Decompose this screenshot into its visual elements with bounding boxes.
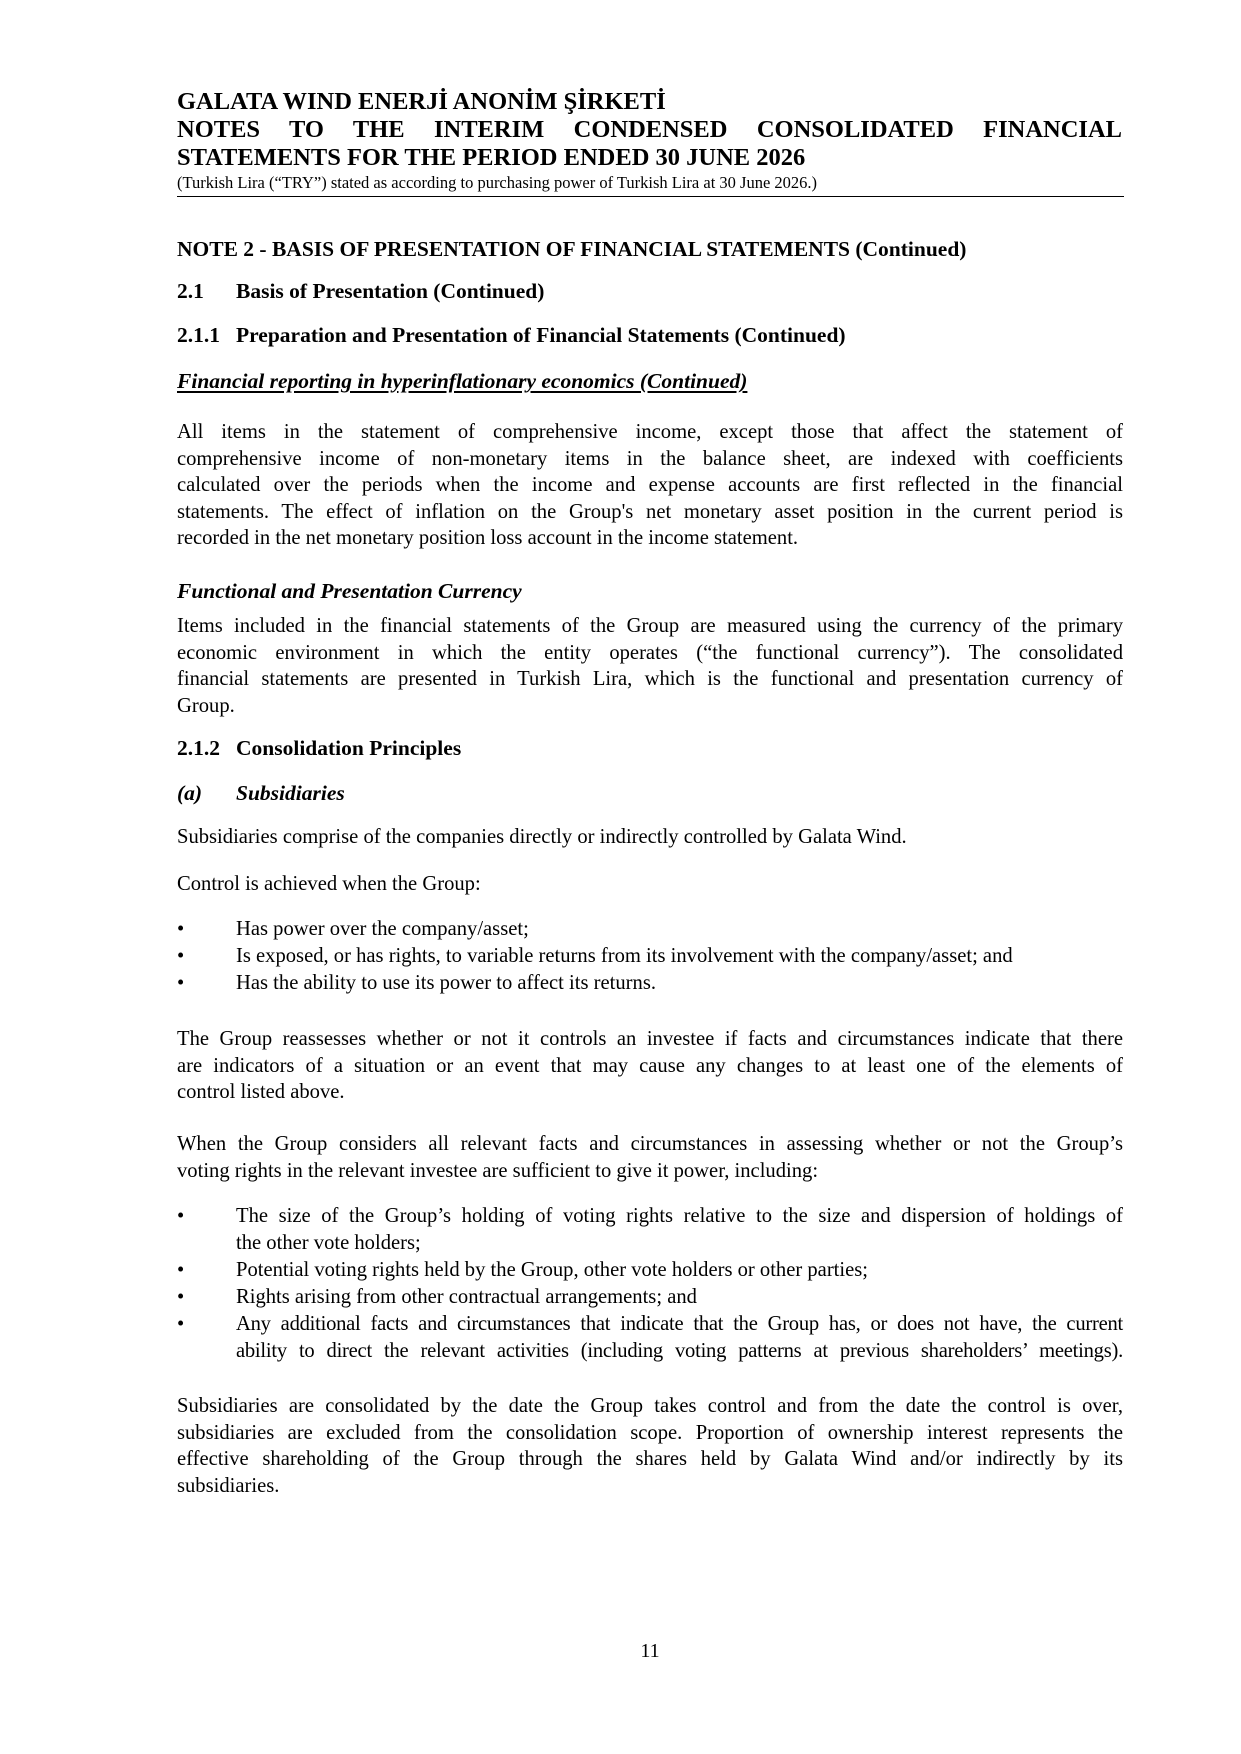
paragraph-line: comprehensive income of non-monetary items in the balance sheet, are indexed with coefficients [177,447,1123,470]
note-heading: NOTE 2 - BASIS OF PRESENTATION OF FINANCIAL STATEMENTS (Continued) [177,237,967,261]
section-2-1-heading [177,278,1123,304]
consolidated-paragraph [177,1393,1123,1499]
paragraph-line: Subsidiaries comprise of the companies directly or indirectly controlled by Galata Wind. [177,826,907,848]
paragraph-line: financial statements are presented in Turkish Lira, which is the functional and presentation currency of [177,668,1123,690]
bullet: • [177,945,185,967]
hyperinflation-heading [177,368,1123,394]
paragraph-line: Control is achieved when the Group: [177,873,481,895]
bullet: • [177,918,185,940]
list-item-text: The size of the Group’s holding of voting rights relative to the size and dispersion of holdings of [236,1205,1123,1227]
company-name: GALATA WIND ENERJİ ANONİM ŞİRKETİ [177,88,666,115]
paragraph-line: voting rights in the relevant investee are sufficient to give it power, including: [177,1159,819,1182]
list-item [177,970,1123,997]
list-item-text: Any additional facts and circumstances that indicate that the Group has, or does not have, the current [236,1313,1123,1335]
paragraph-line: subsidiaries are excluded from the consolidation scope. Proportion of ownership interest represents the [177,1421,1123,1444]
section-number: 2.1 [177,279,204,303]
paragraph-line: statements. The effect of inflation on the Group's net monetary asset position in the current period is [177,500,1123,523]
list-item-text: Has the ability to use its power to affect its returns. [236,972,656,994]
paragraph-line: are indicators of a situation or an event that may cause any changes to at least one of the elements of [177,1054,1123,1077]
paragraph-line: subsidiaries. [177,1474,280,1497]
paragraph-line: When the Group considers all relevant facts and circumstances in assessing whether or not the Group’s [177,1133,1123,1155]
bullet: • [177,1205,185,1227]
header-divider [177,196,1124,197]
list-item [177,1311,1123,1365]
considers-paragraph [177,1131,1123,1184]
bullet: • [177,1313,184,1335]
functional-currency-paragraph [177,613,1123,719]
header-subtitle: (Turkish Lira (“TRY”) stated as according to purchasing power of Turkish Lira at 30 June 2026.) [177,173,818,192]
paragraph-line: control listed above. [177,1081,345,1103]
hyperinflation-paragraph [177,419,1123,552]
subsidiaries-label: (a) [177,781,203,805]
section-2-1-2-heading [177,735,1123,761]
list-item [177,916,1123,943]
list-item-text: Potential voting rights held by the Group, other vote holders or other parties; [236,1259,868,1281]
paragraph-line: recorded in the net monetary position loss account in the income statement. [177,527,799,549]
section-title: Basis of Presentation (Continued) [236,279,545,303]
bullet: • [177,1259,185,1281]
power-bullet-list [177,1203,1123,1365]
paragraph-line: effective shareholding of the Group through the shares held by Galata Wind and/or indirectly by its [177,1448,1123,1470]
paragraph-line: Group. [177,694,235,717]
bullet: • [177,972,185,994]
list-item [177,1203,1123,1257]
paragraph-line: Items included in the financial statements of the Group are measured using the currency of the primary [177,615,1123,637]
paragraph-line: Subsidiaries are consolidated by the date the Group takes control and from the date the control is over, [177,1395,1123,1417]
page-header [177,88,1122,197]
list-item-text: ability to direct the relevant activities (including voting patterns at previous shareholders’ meetings). [236,1340,1123,1362]
functional-currency-heading: Functional and Presentation Currency [177,579,522,603]
paragraph-line: All items in the statement of comprehensive income, except those that affect the statement of [177,421,1123,443]
section-number: 2.1.1 [177,323,220,347]
list-item [177,1284,1123,1311]
paragraph-line: calculated over the periods when the income and expense accounts are first reflected in the financial [177,474,1123,496]
header-title-line-1: NOTES TO THE INTERIM CONDENSED CONSOLIDATED FINANCIAL [177,116,1122,143]
section-number: 2.1.2 [177,736,220,760]
subsidiaries-heading [177,780,1123,806]
list-item-text: Has power over the company/asset; [236,918,529,940]
page-number: 11 [640,1640,660,1662]
list-item [177,943,1123,970]
section-2-1-1-heading [177,322,1123,348]
bullet: • [177,1286,185,1308]
control-bullet-list [177,916,1123,997]
hyperinflation-heading-text: Financial reporting in hyperinflationary economics (Continued) [177,369,748,393]
section-title: Consolidation Principles [236,736,462,760]
header-title-line-2: STATEMENTS FOR THE PERIOD ENDED 30 JUNE 2026 [177,144,806,171]
subsidiaries-intro [177,824,1123,851]
paragraph-line: The Group reassesses whether or not it controls an investee if facts and circumstances indicate that there [177,1028,1123,1050]
list-item-text: Is exposed, or has rights, to variable returns from its involvement with the company/asset; and [236,945,1013,967]
control-intro [177,871,1123,898]
list-item-text: Rights arising from other contractual arrangements; and [236,1286,697,1308]
subsidiaries-title: Subsidiaries [236,781,345,805]
reassess-paragraph [177,1026,1123,1106]
list-item-text: the other vote holders; [236,1232,421,1254]
paragraph-line: economic environment in which the entity operates (“the functional currency”). The consolidated [177,641,1123,664]
list-item [177,1257,1123,1284]
section-title: Preparation and Presentation of Financial Statements (Continued) [236,323,846,347]
